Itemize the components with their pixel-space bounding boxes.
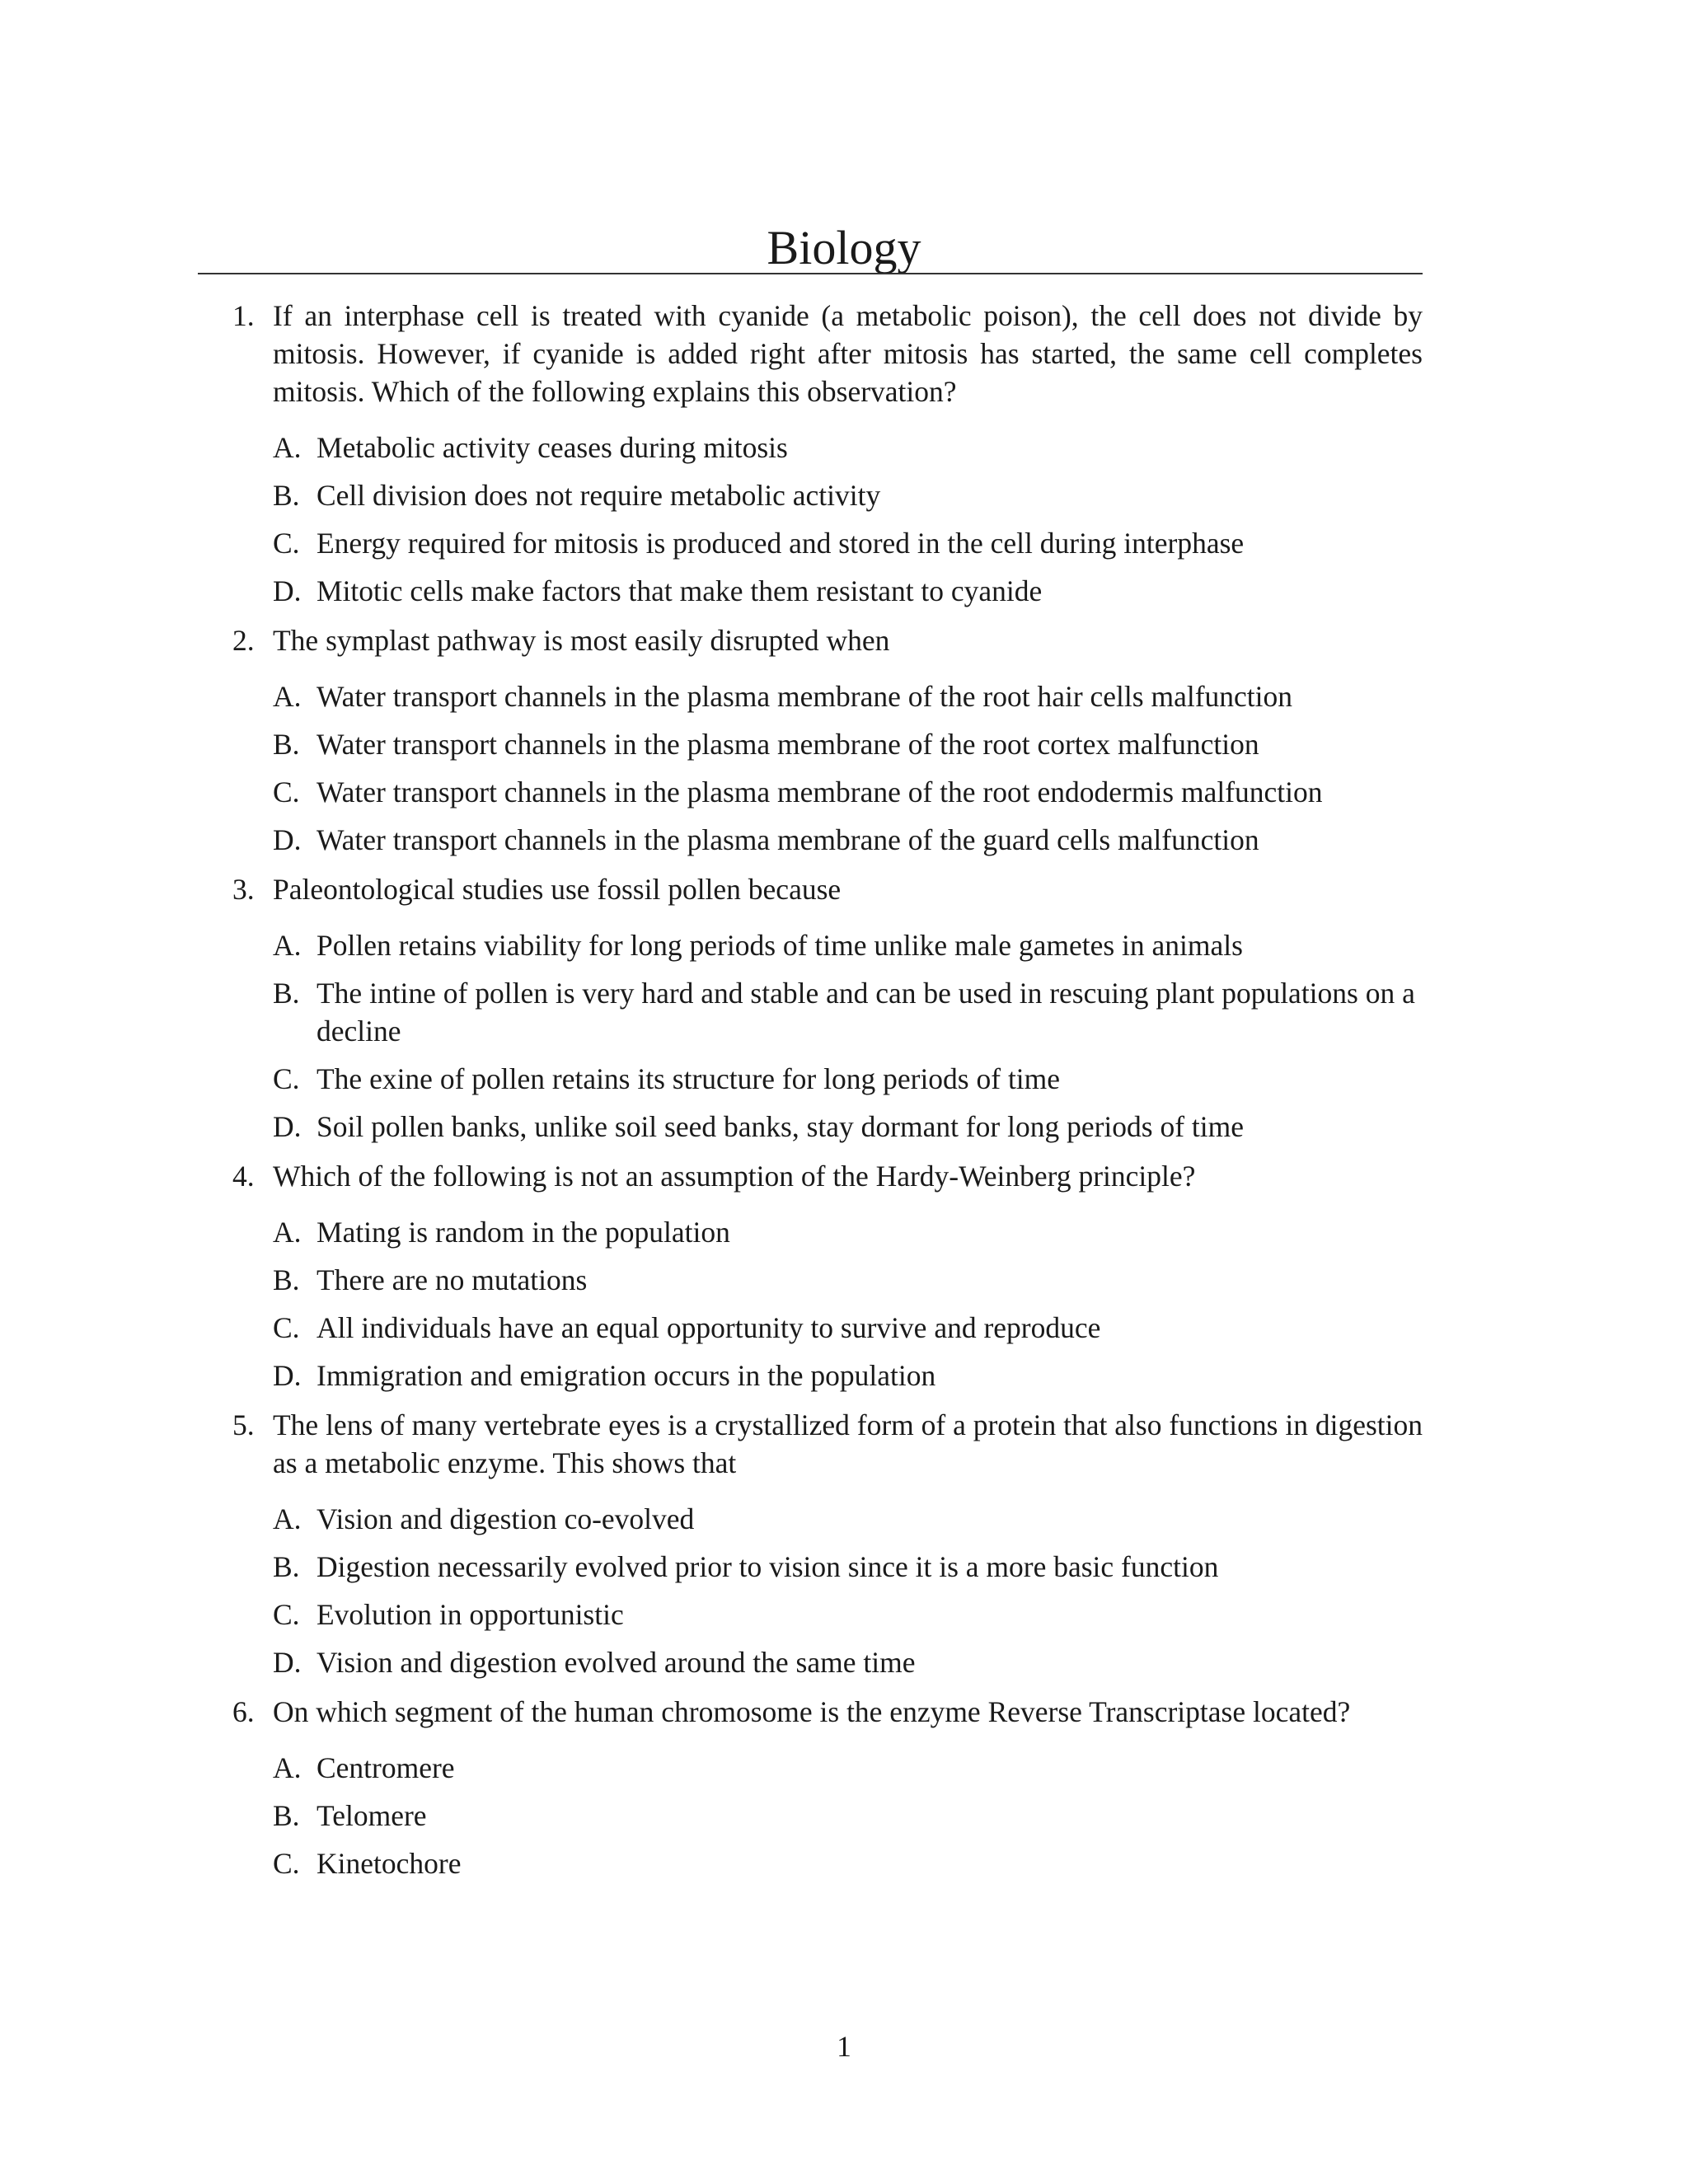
- option-c: [198, 1844, 1423, 1882]
- option-list: [198, 1749, 1423, 1882]
- option-c: [198, 1309, 1423, 1347]
- option-list: [198, 1500, 1423, 1681]
- option-list: [198, 926, 1423, 1146]
- option-letter: A.: [273, 431, 302, 464]
- question-number: 4.: [232, 1160, 255, 1193]
- option-c: [198, 1060, 1423, 1098]
- question-2: [198, 621, 1423, 859]
- question-stem: [198, 1693, 1423, 1731]
- option-d: [198, 1108, 1423, 1146]
- question-5: [198, 1406, 1423, 1681]
- option-letter: C.: [273, 1311, 300, 1344]
- question-text: The symplast pathway is most easily disrupted when: [273, 624, 890, 657]
- option-a: [198, 429, 1423, 466]
- option-text: Energy required for mitosis is produced and stored in the cell during interphase: [316, 527, 1245, 560]
- option-letter: A.: [273, 929, 302, 962]
- option-letter: B.: [273, 977, 300, 1010]
- option-letter: A.: [273, 1216, 302, 1249]
- question-number: 5.: [232, 1408, 255, 1441]
- question-1: [198, 297, 1423, 610]
- question-number: 2.: [232, 624, 255, 657]
- option-text: The exine of pollen retains its structure for long periods of time: [316, 1062, 1061, 1095]
- option-b: [198, 1548, 1423, 1586]
- option-letter: D.: [273, 1359, 302, 1392]
- question-4: [198, 1157, 1423, 1394]
- option-text: Telomere: [316, 1799, 427, 1832]
- option-list: [198, 429, 1423, 610]
- question-stem: [198, 297, 1423, 410]
- option-text: Kinetochore: [316, 1847, 462, 1880]
- option-a: [198, 1500, 1423, 1538]
- option-letter: C.: [273, 1062, 300, 1095]
- option-text: Digestion necessarily evolved prior to vision since it is a more basic function: [316, 1550, 1219, 1583]
- question-text: On which segment of the human chromosome is the enzyme Reverse Transcriptase located?: [273, 1695, 1351, 1728]
- option-text: Water transport channels in the plasma membrane of the root cortex malfunction: [316, 728, 1259, 761]
- question-stem: [198, 870, 1423, 908]
- option-letter: A.: [273, 1502, 302, 1535]
- option-text: Water transport channels in the plasma membrane of the root endodermis malfunction: [316, 776, 1323, 808]
- option-text: Mating is random in the population: [316, 1216, 730, 1249]
- question-6: [198, 1693, 1423, 1882]
- option-b: [198, 476, 1423, 514]
- title-divider: [198, 273, 1423, 274]
- option-text: Immigration and emigration occurs in the population: [316, 1359, 936, 1392]
- option-letter: C.: [273, 776, 300, 808]
- option-letter: D.: [273, 1110, 302, 1143]
- option-text: Pollen retains viability for long periods of time unlike male gametes in animals: [316, 929, 1243, 962]
- question-list: [198, 297, 1423, 1894]
- option-letter: A.: [273, 1751, 302, 1784]
- option-letter: A.: [273, 680, 302, 713]
- option-c: [198, 773, 1423, 811]
- question-3: [198, 870, 1423, 1146]
- option-b: [198, 1261, 1423, 1299]
- option-list: [198, 1213, 1423, 1394]
- option-text: Soil pollen banks, unlike soil seed banks, stay dormant for long periods of time: [316, 1110, 1244, 1143]
- option-text: Vision and digestion evolved around the same time: [316, 1646, 916, 1679]
- option-letter: C.: [273, 1847, 300, 1880]
- option-d: [198, 821, 1423, 859]
- option-b: [198, 725, 1423, 763]
- option-letter: B.: [273, 479, 300, 512]
- option-a: [198, 926, 1423, 964]
- question-number: 3.: [232, 873, 255, 906]
- option-text: Cell division does not require metabolic activity: [316, 479, 881, 512]
- option-d: [198, 572, 1423, 610]
- question-number: 6.: [232, 1695, 255, 1728]
- option-a: [198, 677, 1423, 715]
- question-text: The lens of many vertebrate eyes is a crystallized form of a protein that also functions in digestion as a metabolic enzyme. This shows that: [273, 1408, 1423, 1479]
- question-stem: [198, 621, 1423, 659]
- option-list: [198, 677, 1423, 859]
- option-letter: C.: [273, 1598, 300, 1631]
- option-text: Water transport channels in the plasma membrane of the root hair cells malfunction: [316, 680, 1293, 713]
- option-text: There are no mutations: [316, 1263, 588, 1296]
- option-letter: D.: [273, 574, 302, 607]
- question-stem: [198, 1406, 1423, 1482]
- option-text: Metabolic activity ceases during mitosis: [316, 431, 788, 464]
- option-c: [198, 524, 1423, 562]
- option-letter: B.: [273, 1550, 300, 1583]
- option-letter: B.: [273, 1799, 300, 1832]
- option-b: [198, 1797, 1423, 1835]
- option-d: [198, 1357, 1423, 1394]
- option-text: Water transport channels in the plasma membrane of the guard cells malfunction: [316, 823, 1259, 856]
- option-letter: D.: [273, 1646, 302, 1679]
- option-text: Mitotic cells make factors that make them resistant to cyanide: [316, 574, 1043, 607]
- question-text: Paleontological studies use fossil pollen because: [273, 873, 842, 906]
- option-c: [198, 1596, 1423, 1633]
- question-text: Which of the following is not an assumption of the Hardy-Weinberg principle?: [273, 1160, 1196, 1193]
- option-a: [198, 1213, 1423, 1251]
- question-text: If an interphase cell is treated with cyanide (a metabolic poison), the cell does not divide by mitosis. However, if cyanide is added right after mitosis has started, the same cell completes mitosis. Which of the following explains this observation?: [273, 299, 1423, 408]
- option-text: Evolution in opportunistic: [316, 1598, 624, 1631]
- option-text: All individuals have an equal opportunity to survive and reproduce: [316, 1311, 1101, 1344]
- option-letter: C.: [273, 527, 300, 560]
- option-letter: B.: [273, 1263, 300, 1296]
- option-text: Centromere: [316, 1751, 455, 1784]
- option-b: [198, 974, 1423, 1050]
- option-d: [198, 1643, 1423, 1681]
- option-a: [198, 1749, 1423, 1787]
- page-title: Biology: [767, 220, 921, 274]
- option-text: The intine of pollen is very hard and stable and can be used in rescuing plant populations on a decline: [316, 977, 1415, 1047]
- option-letter: B.: [273, 728, 300, 761]
- option-letter: D.: [273, 823, 302, 856]
- option-text: Vision and digestion co-evolved: [316, 1502, 695, 1535]
- question-stem: [198, 1157, 1423, 1195]
- page-number: 1: [837, 2030, 851, 2063]
- question-number: 1.: [232, 299, 255, 332]
